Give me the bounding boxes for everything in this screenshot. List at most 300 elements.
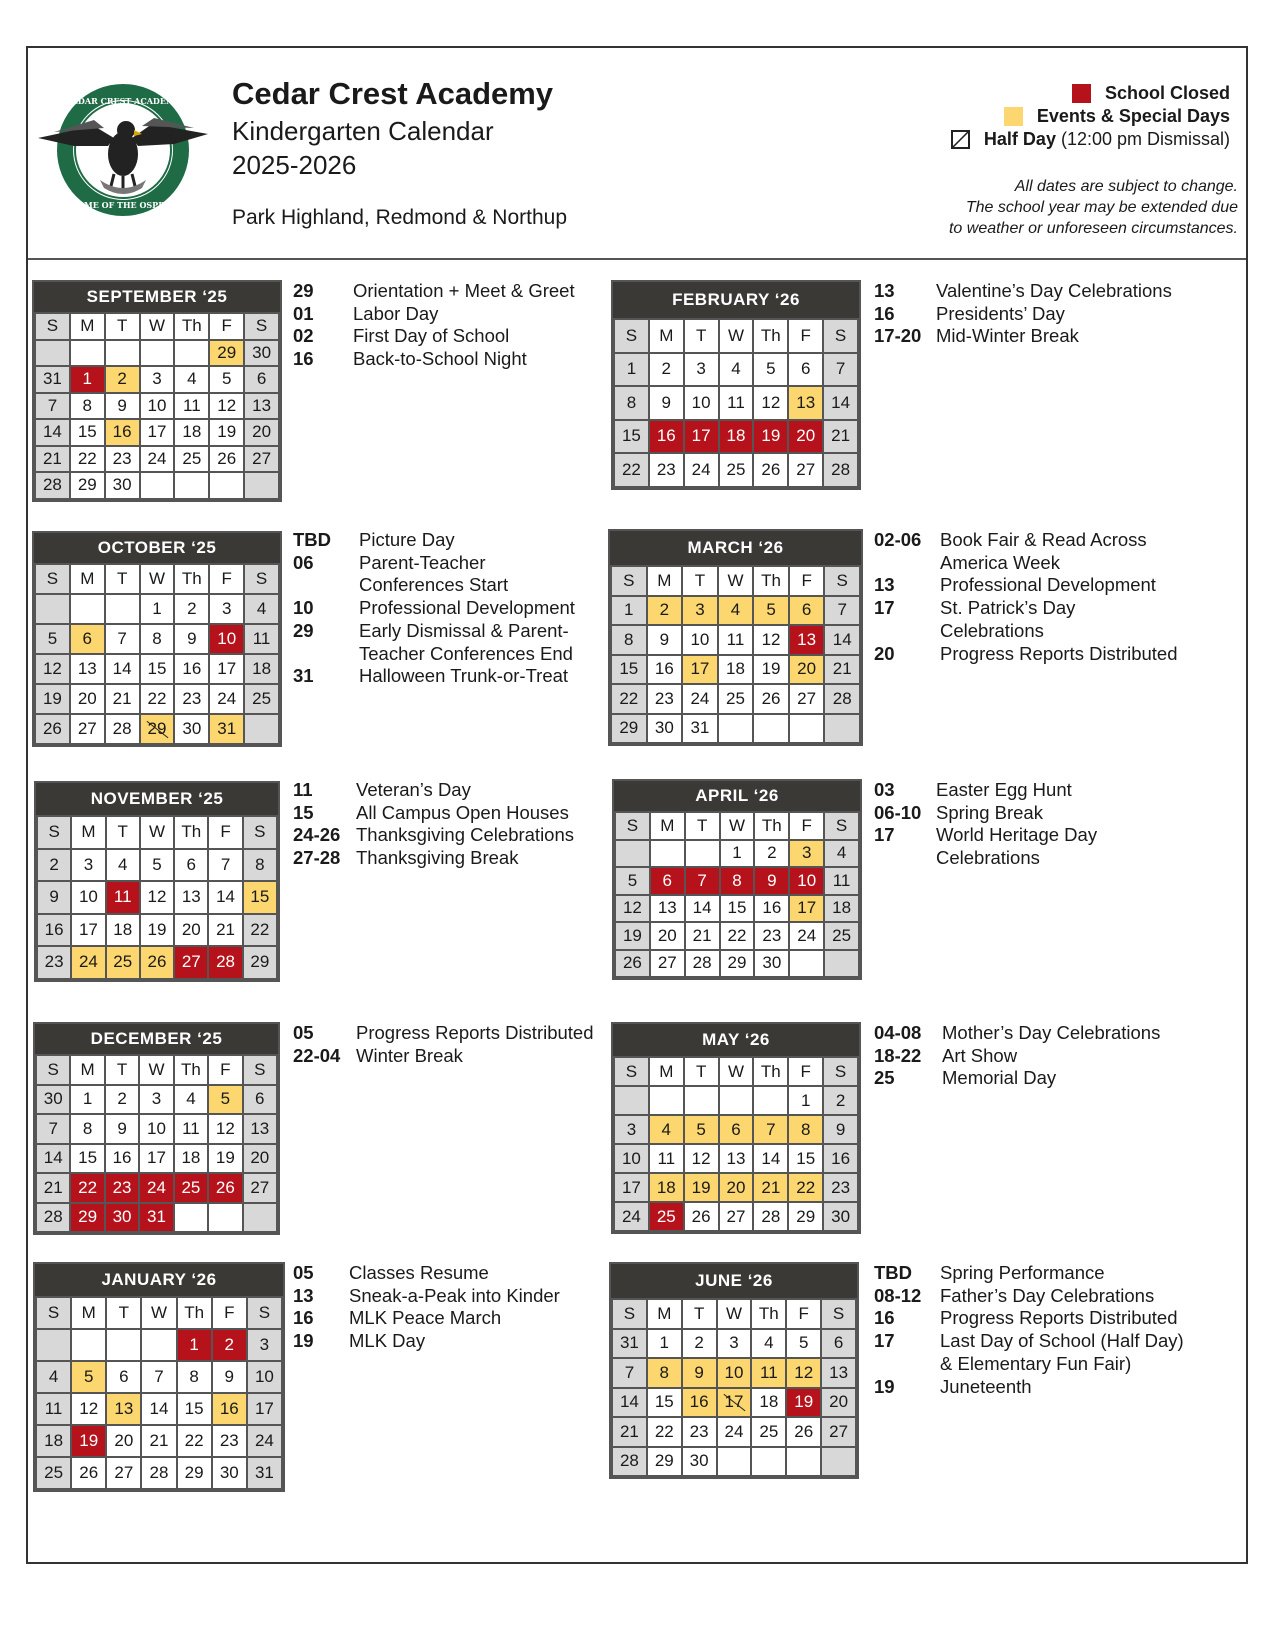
weekday-header: Th: [755, 813, 788, 839]
event-label: Early Dismissal & Parent- Teacher Conferences End: [359, 619, 573, 664]
event-label: Art Show: [942, 1044, 1018, 1066]
day-cell: 28: [36, 473, 69, 498]
day-cell: 27: [175, 947, 207, 978]
weekday-header: S: [613, 1300, 646, 1328]
event-label: Progress Reports Distributed: [940, 1307, 1178, 1329]
event-item: [293, 620, 575, 665]
day-cell: 19: [754, 656, 788, 684]
event-date: 11: [293, 779, 313, 800]
event-label: Easter Egg Hunt: [936, 779, 1072, 800]
day-cell: 4: [720, 354, 753, 386]
weekday-header: F: [789, 1058, 822, 1085]
legend-half-day: [951, 128, 1230, 151]
empty-day-cell: [650, 1087, 683, 1114]
event-item: [874, 1307, 1184, 1330]
day-cell: 27: [245, 447, 278, 472]
event-date: 04-08: [874, 1022, 922, 1043]
weekday-header: F: [213, 1298, 246, 1328]
day-cell: 20: [822, 1389, 855, 1417]
event-date: 03: [874, 779, 895, 800]
day-cell: 15: [612, 656, 646, 684]
event-date: 16: [874, 302, 895, 324]
weekday-header: S: [615, 1058, 648, 1085]
event-date: 24-26: [293, 824, 341, 846]
day-cell: 10: [685, 387, 718, 419]
event-date: 27-28: [293, 847, 341, 869]
day-cell: 9: [824, 1116, 857, 1143]
month-title: MARCH ‘26: [610, 531, 861, 565]
day-cell: 26: [72, 1458, 105, 1488]
day-cell: 23: [213, 1426, 246, 1456]
weekday-header: T: [686, 813, 719, 839]
day-cell: 30: [755, 951, 788, 977]
day-cell: 17: [790, 896, 823, 922]
event-date: 15: [293, 801, 314, 823]
weekday-header: Th: [754, 1058, 787, 1085]
month-calendar: [34, 781, 280, 982]
event-item: [293, 552, 575, 597]
day-cell: 15: [721, 896, 754, 922]
day-cell: 15: [71, 1145, 103, 1173]
day-grid: [34, 563, 280, 745]
day-cell: 23: [106, 1174, 138, 1202]
day-cell: 28: [209, 947, 241, 978]
day-cell: 27: [822, 1418, 855, 1446]
day-cell: 16: [755, 896, 788, 922]
day-cell: 9: [106, 1115, 138, 1143]
day-cell: 12: [209, 1115, 241, 1143]
day-cell: 12: [787, 1359, 820, 1387]
day-cell: 6: [71, 625, 104, 653]
day-cell: 6: [107, 1362, 140, 1392]
day-cell: 21: [824, 421, 857, 453]
day-cell: 5: [754, 354, 787, 386]
day-cell: 29: [71, 1204, 103, 1232]
weekday-header: M: [71, 314, 104, 339]
day-cell: 1: [612, 597, 646, 625]
event-label: Picture Day: [359, 529, 455, 550]
event-item: [874, 597, 1178, 642]
day-cell: 20: [789, 421, 822, 453]
weekday-header: T: [683, 1300, 716, 1328]
event-date: 13: [874, 574, 895, 596]
day-cell: 27: [71, 715, 104, 743]
empty-day-cell: [175, 1204, 207, 1232]
day-cell: 12: [36, 655, 69, 683]
event-item: [874, 643, 1178, 666]
day-cell: 1: [71, 1086, 103, 1114]
day-cell: 4: [650, 1116, 683, 1143]
month-title: SEPTEMBER ‘25: [34, 282, 280, 312]
day-cell: 16: [213, 1394, 246, 1424]
day-cell: 2: [213, 1330, 246, 1360]
month-title: JUNE ‘26: [611, 1264, 857, 1298]
disclaimer-line: All dates are subject to change.: [1014, 178, 1238, 195]
day-cell: 5: [36, 625, 69, 653]
day-cell: 10: [683, 626, 717, 654]
day-cell: 14: [37, 1145, 69, 1173]
day-cell: 30: [824, 1203, 857, 1230]
empty-day-cell: [718, 1448, 751, 1476]
event-label: Veteran’s Day: [356, 779, 471, 800]
day-cell: 12: [754, 387, 787, 419]
day-cell: 31: [36, 367, 69, 392]
day-cell: 1: [178, 1330, 211, 1360]
day-cell: 17: [140, 1145, 172, 1173]
day-cell: 11: [37, 1394, 70, 1424]
weekday-header: W: [141, 565, 174, 593]
day-cell: 29: [648, 1448, 681, 1476]
weekday-header: Th: [754, 320, 787, 352]
day-cell: 31: [248, 1458, 281, 1488]
weekday-header: W: [141, 314, 174, 339]
day-cell: 27: [790, 685, 824, 713]
school-logo: [34, 80, 212, 220]
day-cell: 22: [178, 1426, 211, 1456]
event-date: 19: [874, 1375, 895, 1397]
day-cell: 21: [36, 447, 69, 472]
day-cell: 18: [175, 1145, 207, 1173]
event-label: Valentine’s Day Celebrations: [936, 280, 1172, 301]
day-cell: 19: [685, 1174, 718, 1201]
event-date: 29: [293, 280, 314, 301]
event-date: 17: [874, 597, 895, 619]
day-cell: 24: [683, 685, 717, 713]
weekday-header: W: [141, 817, 173, 848]
day-cell: 27: [244, 1174, 276, 1202]
day-cell: 14: [36, 420, 69, 445]
day-grid: [613, 1056, 859, 1232]
day-cell: 13: [244, 1115, 276, 1143]
weekday-header: Th: [175, 565, 208, 593]
day-cell: 1: [615, 354, 648, 386]
month-events-list: [293, 1262, 560, 1353]
day-cell: 21: [825, 656, 859, 684]
day-cell: 29: [71, 473, 104, 498]
day-cell: 14: [209, 882, 241, 913]
event-date: 05: [293, 1262, 314, 1283]
event-label: Thanksgiving Break: [356, 847, 519, 869]
day-cell: 18: [175, 420, 208, 445]
day-cell: 3: [718, 1330, 751, 1358]
empty-day-cell: [616, 841, 649, 867]
weekday-header: F: [790, 813, 823, 839]
event-item: [293, 1307, 560, 1330]
day-cell: 28: [754, 1203, 787, 1230]
month-events-list: [874, 779, 1097, 870]
weekday-header: F: [210, 314, 243, 339]
empty-day-cell: [71, 341, 104, 366]
day-cell: 13: [790, 626, 824, 654]
legend-events-label: Events & Special Days: [1036, 106, 1230, 126]
month-title: OCTOBER ‘25: [34, 533, 280, 563]
day-cell: 11: [175, 1115, 207, 1143]
event-date: 10: [293, 597, 314, 619]
day-cell: 8: [615, 387, 648, 419]
event-date: 31: [293, 665, 314, 687]
event-date: 20: [874, 642, 895, 664]
month-events-list: [874, 1262, 1184, 1398]
day-cell: 28: [686, 951, 719, 977]
day-cell: 13: [71, 655, 104, 683]
event-item: [293, 1262, 560, 1285]
weekday-header: T: [107, 817, 139, 848]
event-item: [293, 280, 575, 303]
month-calendar: [32, 280, 282, 502]
event-date: 02-06: [874, 529, 922, 550]
weekday-header: F: [209, 817, 241, 848]
event-label: Professional Development: [940, 574, 1156, 596]
event-item: [874, 303, 1172, 326]
weekday-header: S: [615, 320, 648, 352]
day-cell: 4: [245, 595, 278, 623]
day-cell: 20: [790, 656, 824, 684]
weekday-header: S: [245, 565, 278, 593]
event-item: [874, 325, 1172, 348]
weekday-header: F: [210, 565, 243, 593]
day-cell: 18: [825, 896, 858, 922]
month-title: NOVEMBER ‘25: [36, 783, 278, 815]
closed-swatch: [1072, 84, 1091, 103]
event-label: Spring Break: [936, 801, 1043, 823]
day-cell: 14: [106, 655, 139, 683]
empty-day-cell: [210, 473, 243, 498]
day-cell: 12: [141, 882, 173, 913]
day-cell: 2: [648, 597, 682, 625]
empty-day-cell: [36, 595, 69, 623]
weekday-header: W: [720, 320, 753, 352]
event-item: [874, 824, 1097, 869]
day-cell: 21: [686, 923, 719, 949]
weekday-header: S: [36, 565, 69, 593]
legend-closed: [951, 82, 1230, 105]
event-label: Halloween Trunk-or-Treat: [359, 665, 569, 687]
campus-list: Park Highland, Redmond & Northup: [232, 206, 568, 229]
day-cell: 8: [789, 1116, 822, 1143]
day-cell: 11: [650, 1145, 683, 1172]
day-cell: 24: [210, 685, 243, 713]
month-events-list: [293, 529, 575, 688]
day-cell: 16: [106, 420, 139, 445]
empty-day-cell: [245, 473, 278, 498]
day-cell: 24: [141, 447, 174, 472]
weekday-header: S: [245, 314, 278, 339]
day-cell: 30: [106, 1204, 138, 1232]
day-cell: 28: [37, 1204, 69, 1232]
day-cell: 13: [107, 1394, 140, 1424]
event-item: [874, 779, 1097, 802]
day-cell: 7: [825, 597, 859, 625]
day-cell: 29: [244, 947, 276, 978]
day-cell: 1: [141, 595, 174, 623]
event-item: [874, 1330, 1184, 1375]
day-cell: 7: [613, 1359, 646, 1387]
event-label: MLK Day: [349, 1330, 426, 1352]
empty-day-cell: [36, 341, 69, 366]
logo-top-text: CEDAR CREST ACADEMY: [65, 96, 181, 106]
day-cell: 29: [178, 1458, 211, 1488]
weekday-header: M: [71, 565, 104, 593]
day-cell: 7: [686, 868, 719, 894]
weekday-header: S: [825, 813, 858, 839]
day-cell: 31: [140, 1204, 172, 1232]
day-cell: 15: [648, 1389, 681, 1417]
legend-closed-label: School Closed: [1104, 83, 1230, 103]
month-calendar: [609, 1262, 859, 1479]
event-label: Professional Development: [359, 597, 575, 619]
weekday-header: F: [209, 1056, 241, 1084]
day-cell: 5: [787, 1330, 820, 1358]
day-cell: 12: [210, 394, 243, 419]
day-cell: 25: [720, 454, 753, 486]
day-cell: 7: [106, 625, 139, 653]
day-cell: 31: [683, 715, 717, 743]
weekday-header: W: [720, 1058, 753, 1085]
day-cell: 23: [755, 923, 788, 949]
day-cell: 13: [720, 1145, 753, 1172]
weekday-header: W: [142, 1298, 175, 1328]
event-label: Thanksgiving Celebrations: [356, 824, 575, 846]
empty-day-cell: [825, 951, 858, 977]
day-cell: 30: [106, 473, 139, 498]
day-cell: 13: [175, 882, 207, 913]
event-date: 01: [293, 302, 314, 324]
empty-day-cell: [175, 341, 208, 366]
weekday-header: Th: [175, 314, 208, 339]
event-date: 17-20: [874, 325, 922, 347]
weekday-header: Th: [754, 567, 788, 595]
event-label: Memorial Day: [942, 1067, 1057, 1089]
empty-day-cell: [720, 1087, 753, 1114]
day-cell: 17: [615, 1174, 648, 1201]
day-cell: 5: [616, 868, 649, 894]
event-date: 05: [293, 1022, 314, 1043]
day-cell: 19: [36, 685, 69, 713]
empty-day-cell: [106, 341, 139, 366]
event-label: Labor Day: [353, 302, 439, 324]
weekday-header: W: [140, 1056, 172, 1084]
day-cell: 15: [244, 882, 276, 913]
event-label: Juneteenth: [940, 1375, 1032, 1397]
weekday-header: M: [648, 1300, 681, 1328]
day-cell: 11: [107, 882, 139, 913]
month-events-list: [293, 280, 575, 371]
weekday-header: T: [683, 567, 717, 595]
day-cell: 23: [648, 685, 682, 713]
logo-bottom-text: HOME OF THE OSPREY: [69, 200, 177, 210]
day-cell: 8: [141, 625, 174, 653]
weekday-header: Th: [175, 1056, 207, 1084]
day-cell: 26: [787, 1418, 820, 1446]
day-cell: 17: [72, 915, 104, 946]
day-cell: 22: [648, 1418, 681, 1446]
empty-day-cell: [72, 1330, 105, 1360]
event-label: Father’s Day Celebrations: [940, 1284, 1155, 1306]
weekday-header: F: [790, 567, 824, 595]
day-cell: 18: [650, 1174, 683, 1201]
event-label: Progress Reports Distributed: [356, 1022, 594, 1043]
month-title: APRIL ‘26: [614, 781, 860, 811]
day-cell: 11: [245, 625, 278, 653]
day-cell: 6: [789, 354, 822, 386]
day-cell: 8: [178, 1362, 211, 1392]
day-cell: 2: [824, 1087, 857, 1114]
day-cell: 15: [141, 655, 174, 683]
day-cell: 8: [612, 626, 646, 654]
day-cell: 4: [825, 841, 858, 867]
day-cell: 25: [37, 1458, 70, 1488]
day-cell: 4: [37, 1362, 70, 1392]
event-item: [874, 574, 1178, 597]
header-divider: [28, 258, 1246, 260]
weekday-header: S: [248, 1298, 281, 1328]
weekday-header: S: [38, 817, 70, 848]
empty-day-cell: [209, 1204, 241, 1232]
day-cell: 2: [106, 1086, 138, 1114]
empty-day-cell: [244, 1204, 276, 1232]
event-label: Back-to-School Night: [353, 348, 527, 370]
event-label: Last Day of School (Half Day) & Elementary Fun Fair): [940, 1330, 1184, 1374]
day-cell: 6: [790, 597, 824, 625]
day-cell: 30: [37, 1086, 69, 1114]
disclaimer-line: The school year may be extended due: [965, 199, 1238, 216]
day-cell: 30: [683, 1448, 716, 1476]
day-cell: 12: [754, 626, 788, 654]
day-cell: 6: [175, 850, 207, 881]
day-grid: [614, 811, 860, 978]
empty-day-cell: [719, 715, 753, 743]
day-cell: 28: [825, 685, 859, 713]
day-cell: 30: [245, 341, 278, 366]
day-cell: 12: [685, 1145, 718, 1172]
day-cell: 14: [613, 1389, 646, 1417]
day-cell: 22: [71, 1174, 103, 1202]
day-cell: 18: [720, 421, 753, 453]
day-cell: 2: [38, 850, 70, 881]
event-item: [293, 1285, 560, 1308]
weekday-header: T: [106, 565, 139, 593]
day-cell: 11: [825, 868, 858, 894]
day-cell: 19: [72, 1426, 105, 1456]
day-cell: 17: [685, 421, 718, 453]
weekday-header: S: [825, 567, 859, 595]
day-grid: [610, 565, 861, 744]
empty-day-cell: [752, 1448, 785, 1476]
day-cell: 7: [824, 354, 857, 386]
weekday-header: S: [37, 1298, 70, 1328]
day-cell: 25: [650, 1203, 683, 1230]
empty-day-cell: [790, 951, 823, 977]
day-cell: 3: [685, 354, 718, 386]
weekday-header: M: [650, 1058, 683, 1085]
day-cell: 11: [719, 626, 753, 654]
day-cell: 24: [248, 1426, 281, 1456]
event-label: First Day of School: [353, 325, 510, 347]
day-cell: 4: [107, 850, 139, 881]
event-label: Winter Break: [356, 1044, 463, 1066]
day-cell: 31: [613, 1330, 646, 1358]
empty-day-cell: [685, 1087, 718, 1114]
event-label: World Heritage Day Celebrations: [936, 824, 1098, 869]
day-grid: [35, 1054, 278, 1233]
day-cell: 25: [175, 1174, 207, 1202]
day-cell: 3: [72, 850, 104, 881]
event-date: 08-12: [874, 1284, 922, 1306]
day-cell: 10: [718, 1359, 751, 1387]
day-cell: 25: [719, 685, 753, 713]
day-cell: 20: [107, 1426, 140, 1456]
day-cell: 27: [651, 951, 684, 977]
